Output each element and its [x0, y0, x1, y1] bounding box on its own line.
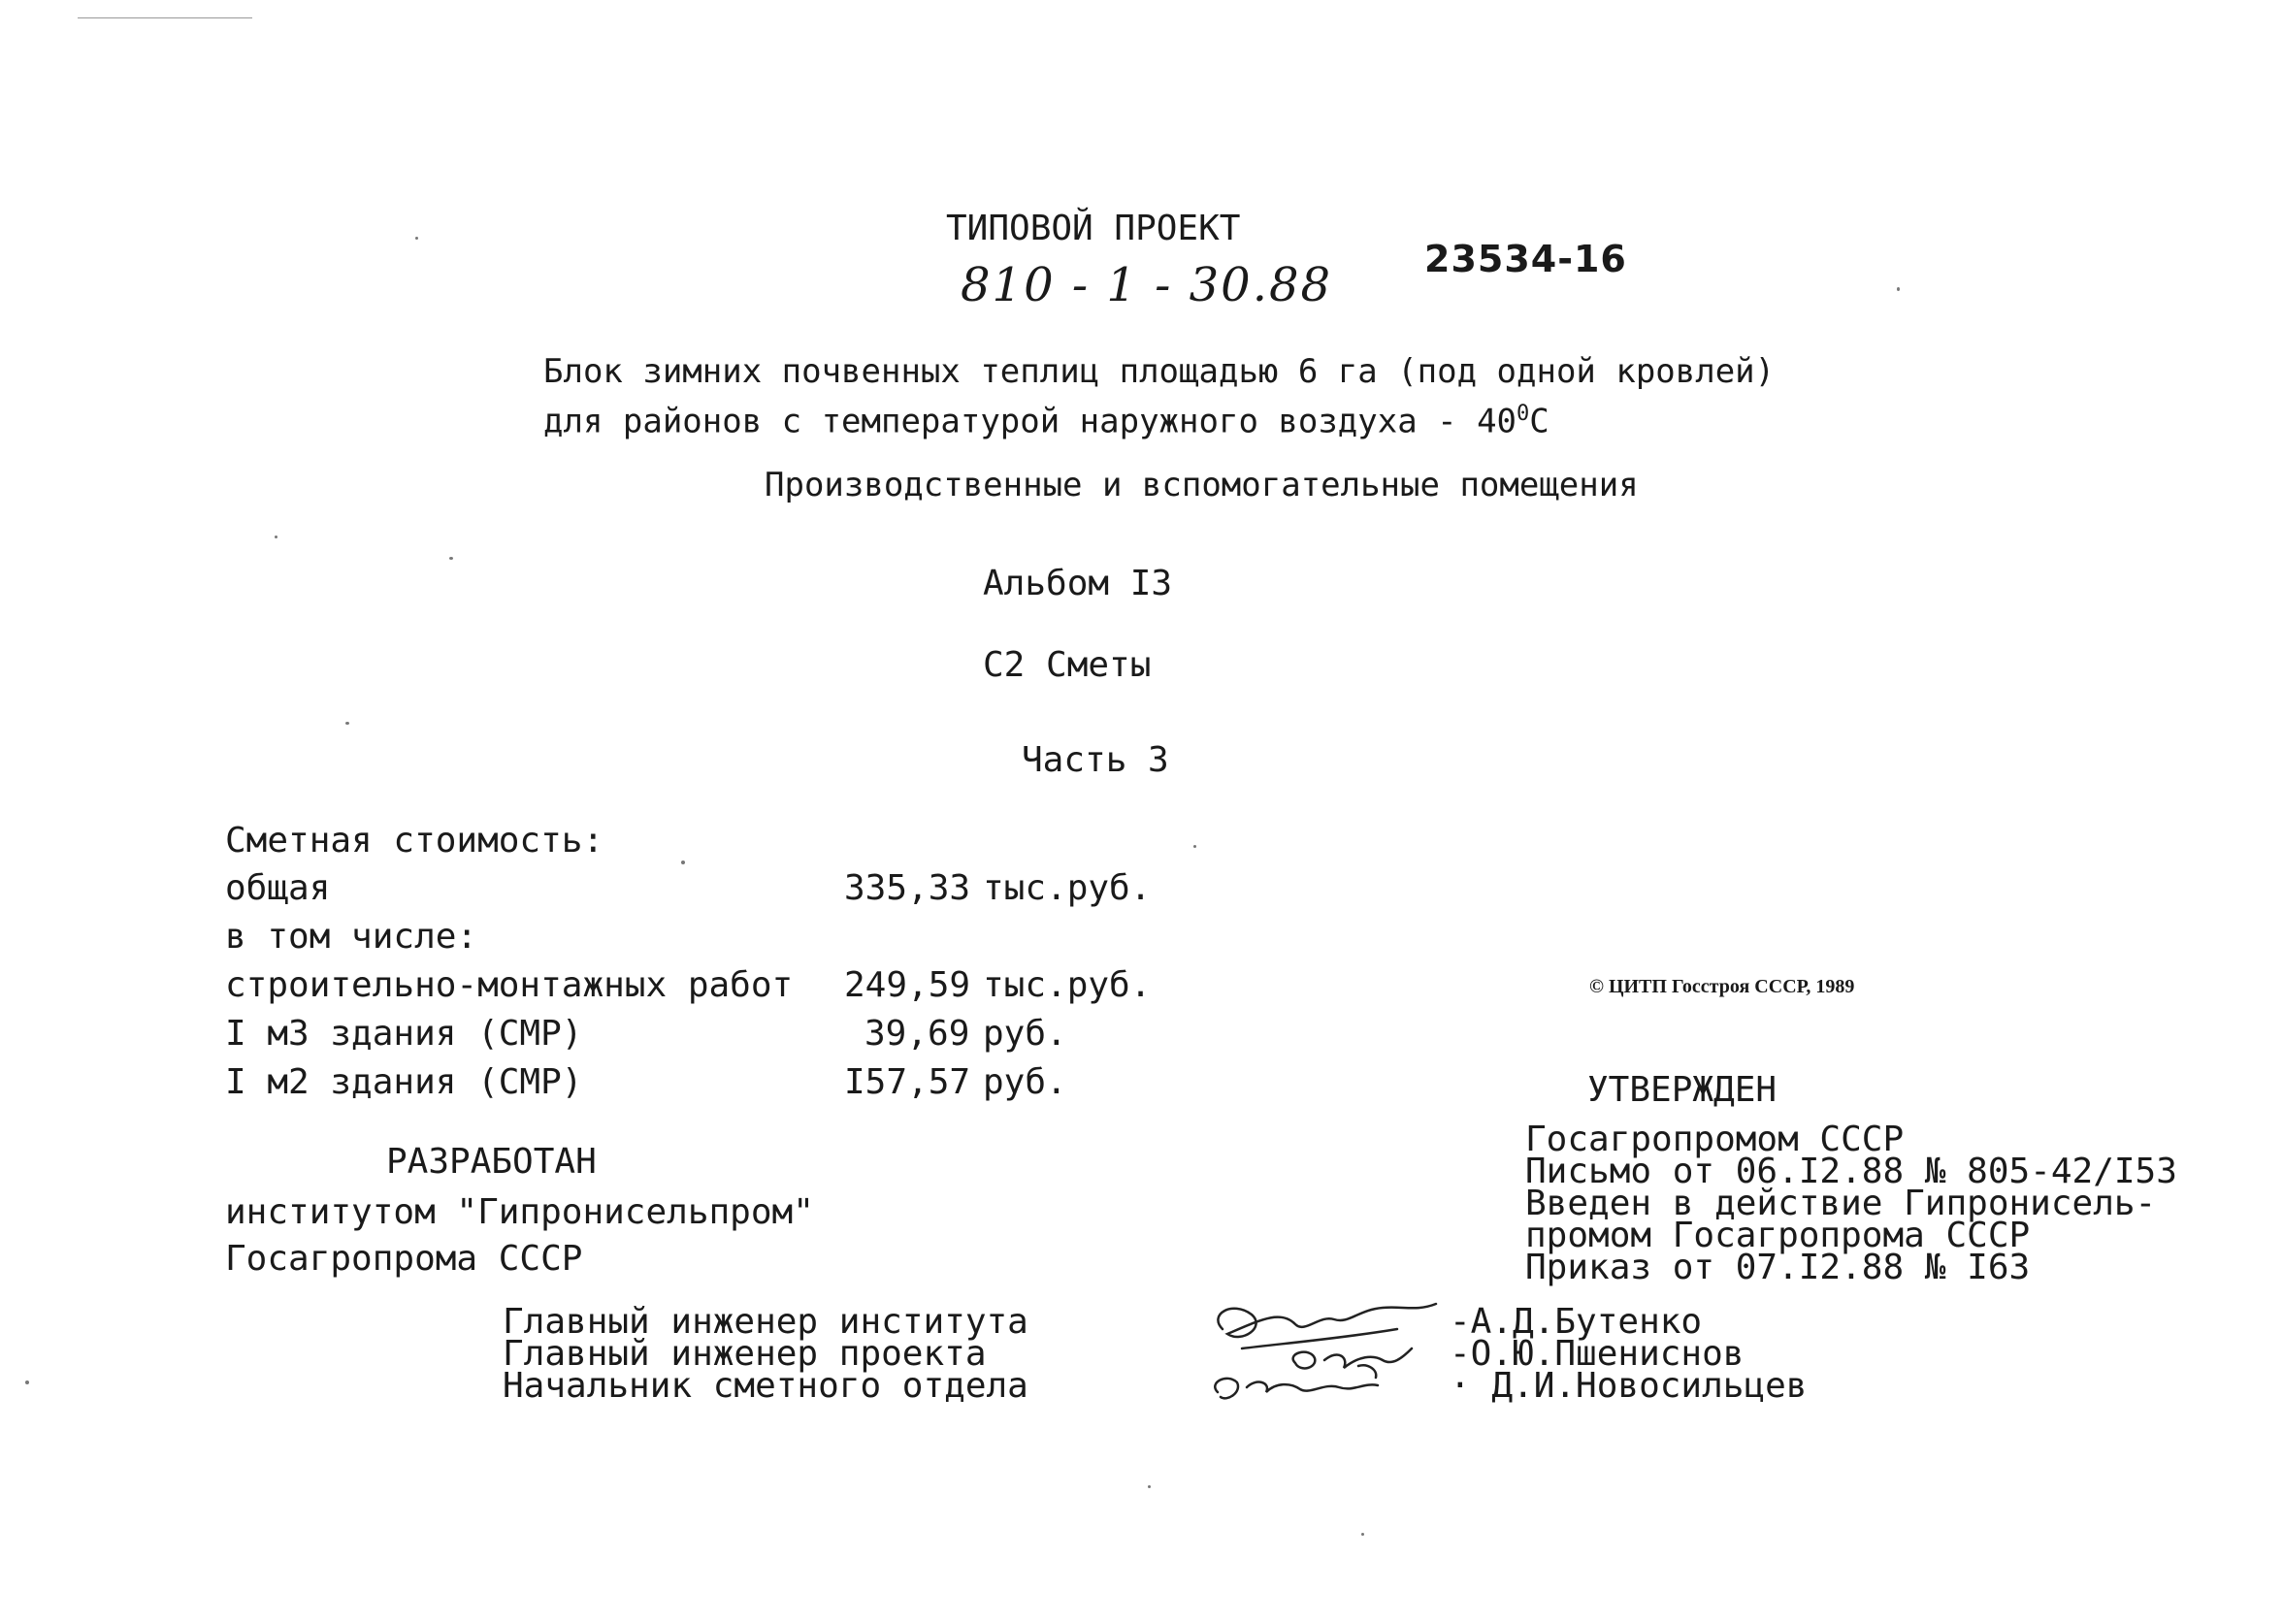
- stamp-number: 23534-16: [1424, 238, 1627, 280]
- scan-speck: [1193, 845, 1196, 848]
- scan-speck: [25, 1380, 29, 1384]
- description-line-2-text: для районов с температурой наружного воздуха - 40: [543, 402, 1517, 441]
- developed-heading: РАЗРАБОТАН: [386, 1142, 597, 1182]
- copyright-notice: © ЦИТП Госстроя СССР, 1989: [1589, 976, 1855, 997]
- description-line-2: [543, 402, 1549, 441]
- signature-image: [1203, 1290, 1455, 1416]
- cost-unit: тыс.руб.: [983, 868, 1152, 908]
- signatory-name: -А.Д.Бутенко: [1450, 1302, 1703, 1342]
- scan-speck: [1148, 1485, 1151, 1488]
- approved-line: промом Госагропрома СССР: [1525, 1216, 2031, 1255]
- scan-speck: [275, 536, 277, 538]
- scan-speck: [449, 557, 453, 560]
- cost-label: I м3 здания (СМР): [225, 1014, 583, 1054]
- scan-speck: [681, 861, 685, 864]
- developed-line-1: институтом "Гипронисельпром": [225, 1192, 814, 1232]
- scan-speck: [415, 237, 418, 240]
- description-line-2-unit: С: [1529, 402, 1549, 441]
- signatory-names: [1450, 1302, 1808, 1406]
- description-line-3: Производственные и вспомогательные помещения: [765, 466, 1639, 504]
- scan-speck: [1897, 287, 1900, 291]
- scan-line: [78, 17, 252, 18]
- cost-label: в том числе:: [225, 917, 478, 957]
- cost-label: I м2 здания (СМР): [225, 1062, 583, 1102]
- description-line-1: Блок зимних почвенных теплиц площадью 6 га (под одной кровлей): [543, 352, 1776, 391]
- signatory-name: · Д.И.Новосильцев: [1450, 1366, 1808, 1406]
- developed-line-2: Госагропрома СССР: [225, 1239, 583, 1279]
- cost-value: 249,59: [844, 965, 971, 1005]
- cost-unit: руб.: [983, 1062, 1067, 1102]
- approved-block: [1525, 1120, 2177, 1287]
- signatory-role: Главный инженер проекта: [503, 1334, 987, 1374]
- signatory-role: Главный инженер института: [503, 1302, 1028, 1342]
- approved-line: Приказ от 07.I2.88 № I63: [1525, 1248, 2031, 1287]
- cost-unit: руб.: [983, 1014, 1067, 1054]
- approved-line: Письмо от 06.I2.88 № 805-42/I53: [1525, 1152, 2177, 1191]
- cost-label: общая: [225, 868, 331, 908]
- album-number: Альбом I3: [983, 564, 1173, 603]
- approved-line: Введен в действие Гипронисель-: [1525, 1184, 2157, 1223]
- signatory-name: -О.Ю.Пшениснов: [1450, 1334, 1745, 1374]
- approved-line: Госагропромом СССР: [1525, 1120, 1905, 1159]
- cost-unit: тыс.руб.: [983, 965, 1152, 1005]
- document-type-title: ТИПОВОЙ ПРОЕКТ: [946, 209, 1241, 248]
- scan-speck: [345, 722, 349, 725]
- cost-value: I57,57: [844, 1062, 971, 1102]
- cost-value: 335,33: [844, 868, 971, 908]
- signatory-role: Начальник сметного отдела: [503, 1366, 1028, 1406]
- scan-speck: [1361, 1533, 1364, 1536]
- approved-heading: УТВЕРЖДЕН: [1587, 1070, 1777, 1110]
- cost-label: строительно-монтажных работ: [225, 965, 794, 1005]
- cost-heading: Сметная стоимость:: [225, 821, 604, 861]
- section-label: С2 Сметы: [983, 645, 1152, 685]
- project-number: 810 - 1 - 30.88: [961, 258, 1333, 312]
- part-label: Часть 3: [1022, 740, 1169, 780]
- cost-value: 39,69: [864, 1014, 970, 1054]
- signatory-roles: [503, 1302, 1028, 1406]
- degree-superscript: 0: [1517, 402, 1530, 426]
